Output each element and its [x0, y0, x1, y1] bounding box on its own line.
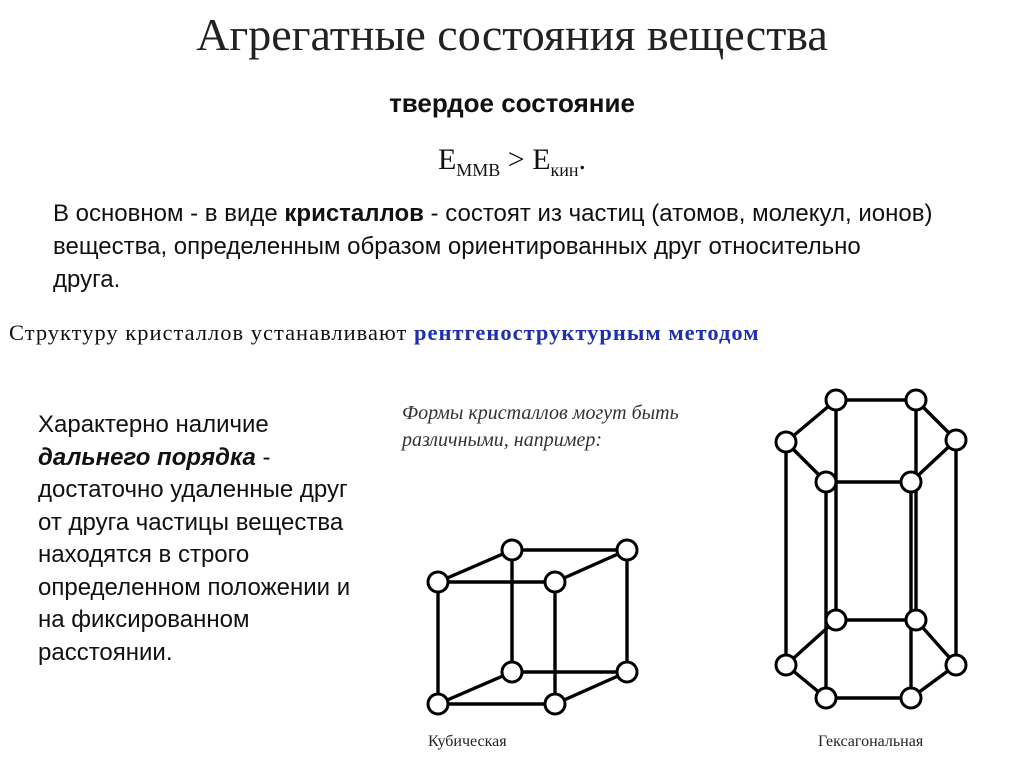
atom-node — [502, 662, 522, 682]
atom-node — [826, 390, 846, 410]
structure-method-accent: рентгеноструктурным методом — [413, 320, 760, 345]
long-range-text-end: - достаточно удаленные друг от друга частицы вещества находятся в строго определенном положении и на фиксированном расстоянии. — [38, 443, 351, 666]
crystal-description — [53, 197, 933, 296]
atom-node — [617, 662, 637, 682]
atom-node — [906, 610, 926, 630]
formula-end: . — [578, 143, 587, 176]
atom-node — [428, 694, 448, 714]
structure-method-line — [9, 320, 760, 346]
atom-node — [545, 694, 565, 714]
crystal-forms-note: Формы кристаллов могут быть различными, например: — [402, 402, 679, 451]
atom-node — [545, 572, 565, 592]
description-bold-term: кристаллов — [284, 200, 424, 227]
cubic-atoms — [428, 540, 637, 714]
description-text-end: - состоят из частиц (атомов, молекул, ионов) вещества, определенным образом ориентированных друг относительно друга. — [53, 200, 933, 293]
formula-right-subscript: кин — [550, 160, 579, 180]
atom-node — [901, 688, 921, 708]
hexagonal-edges — [786, 400, 956, 698]
atom-node — [826, 610, 846, 630]
formula-left-subscript: ММВ — [456, 160, 501, 180]
hexagonal-lattice-diagram — [770, 385, 985, 715]
formula-operator: > — [500, 143, 533, 176]
atom-node — [776, 432, 796, 452]
structure-method-text: Структуру кристаллов устанавливают — [9, 320, 414, 345]
atom-node — [776, 655, 796, 675]
hexagonal-atoms — [776, 390, 966, 708]
long-range-order-text — [38, 409, 358, 669]
page-title: Агрегатные состояния вещества — [196, 9, 828, 60]
long-range-text-start: Характерно наличие — [38, 411, 269, 438]
energy-formula — [0, 143, 1024, 181]
atom-node — [816, 688, 836, 708]
atom-node — [901, 472, 921, 492]
hexagonal-caption: Гексагональная — [818, 733, 924, 750]
formula-left-symbol: E — [437, 143, 457, 176]
atom-node — [502, 540, 522, 560]
formula-right-symbol: E — [532, 143, 551, 176]
cubic-lattice-diagram — [415, 530, 645, 720]
cubic-caption: Кубическая — [428, 733, 507, 750]
page-subtitle: твердое состояние — [389, 88, 635, 118]
atom-node — [428, 572, 448, 592]
atom-node — [816, 472, 836, 492]
atom-node — [617, 540, 637, 560]
cubic-edges — [438, 550, 627, 704]
description-text-start: В основном - в виде — [53, 200, 285, 227]
atom-node — [946, 655, 966, 675]
atom-node — [946, 430, 966, 450]
long-range-emphasis: дальнего порядка — [38, 443, 256, 471]
atom-node — [906, 390, 926, 410]
